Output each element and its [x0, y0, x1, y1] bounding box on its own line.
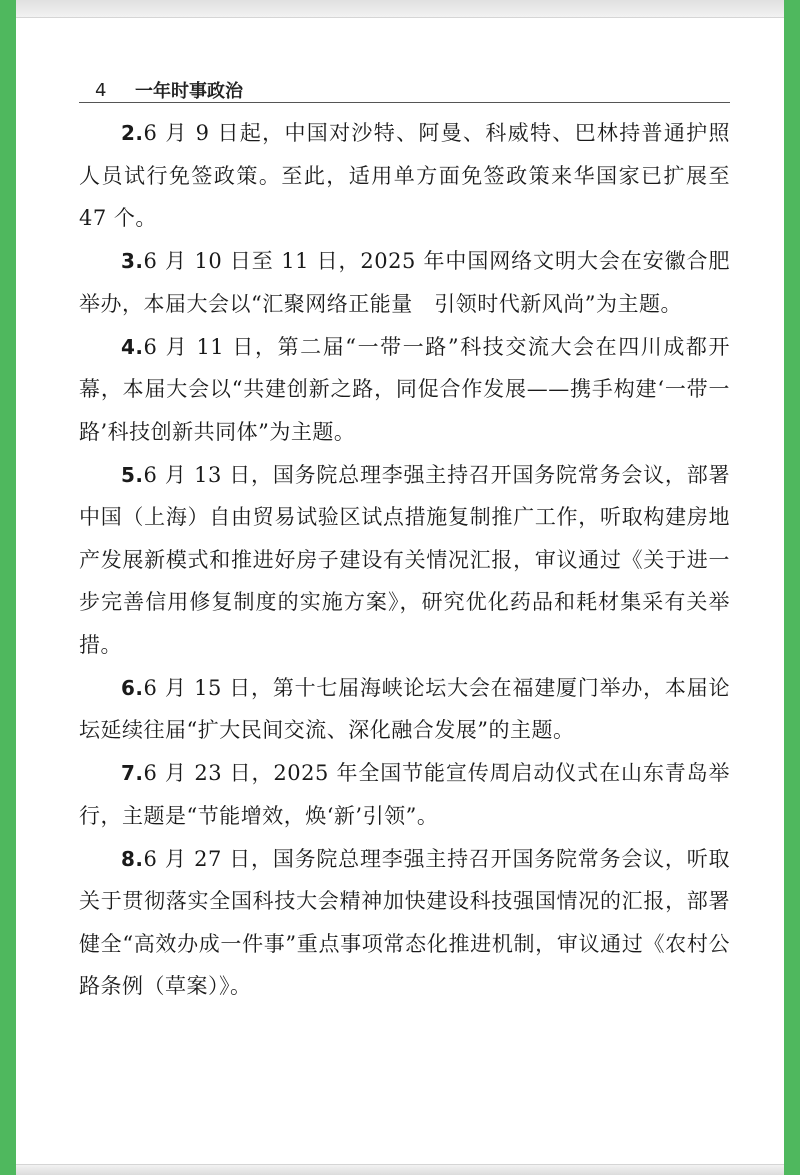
item-text: 6 月 10 日至 11 日，2025 年中国网络文明大会在安徽合肥举办，本届大会以“汇聚网络正能量 引领时代新风尚”为主题。 — [79, 249, 730, 316]
running-header — [79, 78, 730, 103]
news-item — [79, 326, 730, 454]
item-number: 8. — [121, 846, 144, 871]
news-item — [79, 112, 730, 240]
news-item — [79, 752, 730, 837]
page-number: 4 — [95, 79, 107, 101]
previous-page-edge — [16, 0, 784, 18]
section-title: 一年时事政治 — [135, 81, 243, 102]
news-item — [79, 240, 730, 325]
item-text: 6 月 27 日，国务院总理李强主持召开国务院常务会议，听取关于贯彻落实全国科技大会精神加快建设科技强国情况的汇报，部署健全“高效办成一件事”重点事项常态化推进机制，审议通过《农村公路条例（草案）》。 — [79, 846, 730, 998]
item-text: 6 月 11 日，第二届“一带一路”科技交流大会在四川成都开幕，本届大会以“共建创新之路，同促合作发展——携手构建‘一带一路’科技创新共同体”为主题。 — [79, 334, 730, 444]
news-list — [79, 112, 730, 1008]
news-item — [79, 454, 730, 667]
item-number: 6. — [121, 675, 144, 700]
item-number: 3. — [121, 249, 144, 273]
item-number: 5. — [121, 462, 144, 487]
item-text: 6 月 15 日，第十七届海峡论坛大会在福建厦门举办，本届论坛延续往届“扩大民间交流、深化融合发展”的主题。 — [79, 675, 730, 742]
item-text: 6 月 13 日，国务院总理李强主持召开国务院常务会议，部署中国（上海）自由贸易试验区试点措施复制推广工作，听取构建房地产发展新模式和推进好房子建设有关情况汇报，审议通过《关于进一步完善信用修复制度的实施方案》，研究优化药品和耗材集采有关举措。 — [79, 462, 730, 657]
news-item — [79, 838, 730, 1008]
news-item — [79, 667, 730, 752]
item-number: 2. — [121, 121, 144, 145]
item-text: 6 月 9 日起，中国对沙特、阿曼、科威特、巴林持普通护照人员试行免签政策。至此，适用单方面免签政策来华国家已扩展至 47 个。 — [79, 121, 730, 230]
item-number: 7. — [121, 761, 144, 785]
item-number: 4. — [121, 334, 144, 359]
next-page-edge — [16, 1164, 784, 1175]
item-text: 6 月 23 日，2025 年全国节能宣传周启动仪式在山东青岛举行，主题是“节能增效，焕‘新’引领”。 — [79, 761, 730, 828]
